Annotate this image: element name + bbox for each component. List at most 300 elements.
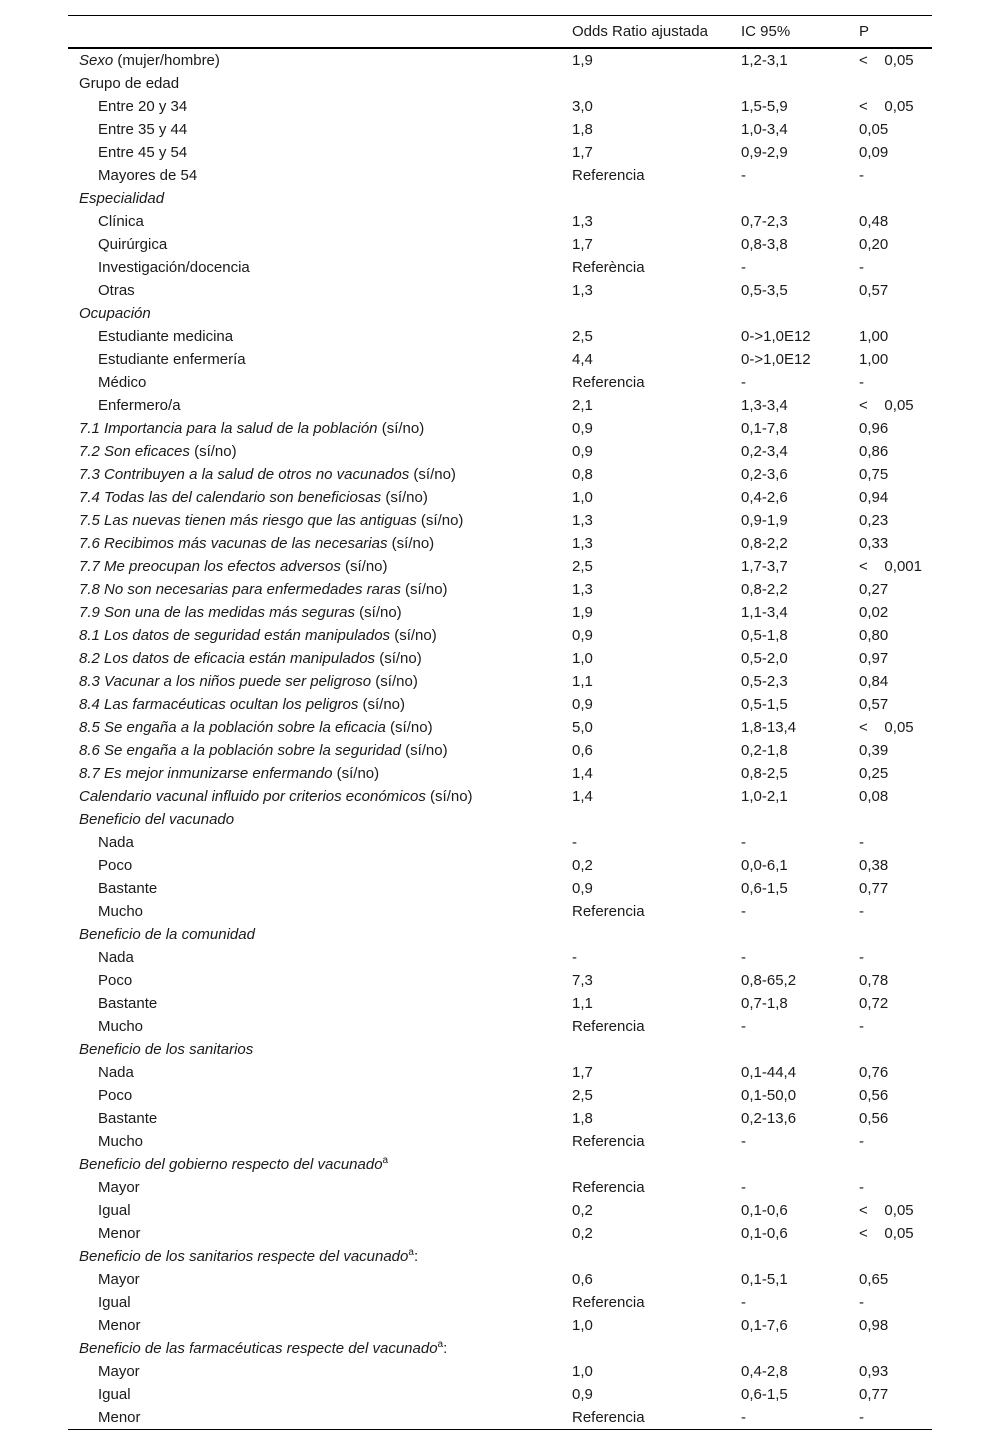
row-label [68,1360,572,1383]
label-text: (sí/no) [332,765,380,782]
p-value-cell: - [859,1294,864,1311]
label-text: Mayor [98,1271,140,1288]
table-row [68,1291,932,1314]
row-label [68,1314,572,1337]
odds-ratio-cell: 2,5 [572,558,593,575]
ci95-cell: - [741,1133,746,1150]
row-label [68,279,572,302]
odds-ratio-cell: - [572,834,577,851]
odds-ratio-cell: Referencia [572,1409,645,1426]
ci95-cell: - [741,374,746,391]
row-label [68,992,572,1015]
table-row [68,302,932,325]
row-label [68,624,572,647]
label-text: Menor [98,1317,141,1334]
table-row [68,1061,932,1084]
label-text: 7.2 Son eficaces [79,443,190,460]
row-label [68,1038,572,1061]
odds-ratio-cell: 1,3 [572,213,593,230]
row-label [68,1084,572,1107]
ci95-cell: 0,1-50,0 [741,1087,797,1104]
p-value-cell: < 0,05 [859,52,914,69]
p-value-cell: 0,97 [859,650,889,667]
table-row [68,118,932,141]
table-row [68,1360,932,1383]
label-text: 8.6 Se engaña a la población sobre la seguridad [79,742,401,759]
row-label [68,1337,572,1360]
row-label [68,1015,572,1038]
odds-ratio-cell: 0,6 [572,1271,593,1288]
row-label [68,302,572,325]
odds-ratio-cell: Referència [572,259,645,276]
label-text: Nada [98,834,134,851]
label-text: Quirúrgica [98,236,168,253]
table-row [68,440,932,463]
ci95-cell: 0,5-1,8 [741,627,788,644]
ci95-cell: 0,8-2,2 [741,581,788,598]
odds-ratio-cell [572,302,741,325]
p-value-cell: 0,96 [859,420,889,437]
table-row [68,187,932,210]
row-label [68,854,572,877]
table-row [68,1337,932,1360]
p-value-cell: - [859,834,864,851]
row-label [68,1406,572,1430]
label-text: Beneficio de los sanitarios respecte del vacunado [79,1248,409,1265]
row-label [68,463,572,486]
row-label [68,946,572,969]
odds-ratio-cell: Referencia [572,1018,645,1035]
table-row [68,716,932,739]
odds-ratio-cell: Referencia [572,1179,645,1196]
p-value-cell: 0,39 [859,742,889,759]
ci95-cell: 0,4-2,6 [741,489,788,506]
ci95-cell: 0,4-2,8 [741,1363,788,1380]
row-label [68,141,572,164]
p-value-cell [859,72,932,95]
label-text: Médico [98,374,147,391]
ci95-cell [741,1245,859,1268]
label-text: Beneficio de las farmacéuticas respecte del vacunado [79,1340,438,1357]
label-text: 8.3 Vacunar a los niños puede ser peligroso [79,673,372,690]
row-label [68,417,572,440]
ci95-cell: 0,8-2,2 [741,535,788,552]
label-text: 7.4 Todas las del calendario son beneficiosas [79,489,382,506]
p-value-cell: 1,00 [859,328,889,345]
row-label [68,716,572,739]
table-row [68,670,932,693]
ci95-cell: - [741,259,746,276]
odds-ratio-cell: 1,0 [572,489,593,506]
ci95-cell: 0,1-44,4 [741,1064,797,1081]
ci95-cell: 0,8-3,8 [741,236,788,253]
ci95-cell: 1,1-3,4 [741,604,788,621]
odds-ratio-cell: Referencia [572,1294,645,1311]
label-text: Grupo de edad [79,75,180,92]
label-text: Enfermero/a [98,397,181,414]
row-label [68,762,572,785]
table-row [68,831,932,854]
row-label [68,1222,572,1245]
table-row [68,854,932,877]
ci95-cell: - [741,1018,746,1035]
footnote-marker: a [408,1247,414,1258]
table-row [68,1314,932,1337]
table-row [68,808,932,831]
label-text: (sí/no) [400,581,448,598]
table-row [68,578,932,601]
p-value-cell: 0,93 [859,1363,889,1380]
table-row [68,946,932,969]
odds-ratio-cell: 1,4 [572,765,593,782]
odds-ratio-cell: 1,1 [572,995,593,1012]
odds-ratio-cell: 0,9 [572,696,593,713]
table-row [68,877,932,900]
ci95-cell: 0,6-1,5 [741,1386,788,1403]
odds-ratio-cell: 0,2 [572,1225,593,1242]
row-label [68,187,572,210]
ci95-cell: 0,1-7,6 [741,1317,788,1334]
odds-ratio-cell [572,1245,741,1268]
label-text: Clínica [98,213,144,230]
label-text: Nada [98,949,134,966]
ci95-cell: 0->1,0E12 [741,328,811,345]
results-table-container [68,15,932,1430]
table-body [68,48,932,1430]
row-label [68,739,572,762]
table-row [68,1268,932,1291]
p-value-cell: 0,84 [859,673,889,690]
label-text: 7.7 Me preocupan los efectos adversos [79,558,341,575]
row-label [68,118,572,141]
label-text: Mayor [98,1363,140,1380]
label-text: 8.5 Se engaña a la población sobre la eficacia [79,719,386,736]
odds-ratio-cell: 0,9 [572,627,593,644]
label-text: Calendario vacunal influido por criterios económicos [79,788,426,805]
table-row [68,233,932,256]
table-row [68,95,932,118]
ci95-cell: 1,3-3,4 [741,397,788,414]
odds-ratio-cell: - [572,949,577,966]
p-value-cell: 0,98 [859,1317,889,1334]
odds-ratio-cell: Referencia [572,903,645,920]
p-value-cell: 0,86 [859,443,889,460]
label-text: Poco [98,972,133,989]
row-label [68,509,572,532]
table-row [68,1153,932,1176]
p-value-cell: - [859,1409,864,1426]
header-variable [68,16,572,49]
odds-ratio-cell [572,1153,741,1176]
odds-ratio-cell: 2,5 [572,1087,593,1104]
odds-ratio-cell: 1,7 [572,1064,593,1081]
p-value-cell: 0,56 [859,1087,889,1104]
p-value-cell: 0,05 [859,121,889,138]
odds-ratio-cell: 4,4 [572,351,593,368]
table-row [68,1107,932,1130]
p-value-cell: - [859,1133,864,1150]
ci95-cell: 0,1-7,8 [741,420,788,437]
ci95-cell: 0,2-3,4 [741,443,788,460]
ci95-cell: - [741,834,746,851]
row-label [68,647,572,670]
table-row [68,923,932,946]
label-text: Beneficio de la comunidad [79,926,255,943]
odds-ratio-cell: 1,3 [572,282,593,299]
table-row [68,969,932,992]
ci95-cell: 0,2-1,8 [741,742,788,759]
row-label [68,486,572,509]
label-text: Beneficio de los sanitarios [79,1041,254,1058]
odds-ratio-cell: Referencia [572,167,645,184]
p-value-cell [859,923,932,946]
ci95-cell [741,1038,859,1061]
label-text: Entre 45 y 54 [98,144,188,161]
p-value-cell: 0,57 [859,696,889,713]
header-ci95: IC 95% [741,23,791,40]
table-row [68,325,932,348]
label-text: Poco [98,857,133,874]
label-text: (sí/no) [416,512,464,529]
row-label [68,1291,572,1314]
label-text: Otras [98,282,135,299]
odds-ratio-cell: 1,4 [572,788,593,805]
label-text: 7.8 No son necesarias para enfermedades raras [79,581,401,598]
p-value-cell [859,187,932,210]
label-text: 7.6 Recibimos más vacunas de las necesarias [79,535,388,552]
p-value-cell: 0,27 [859,581,889,598]
row-label [68,48,572,72]
ci95-cell: 0,6-1,5 [741,880,788,897]
row-label [68,578,572,601]
row-label [68,164,572,187]
p-value-cell: 0,08 [859,788,889,805]
p-value-cell: 0,78 [859,972,889,989]
ci95-cell: - [741,903,746,920]
ci95-cell: - [741,167,746,184]
table-row [68,279,932,302]
label-text: Bastante [98,880,158,897]
row-label [68,1153,572,1176]
label-text: 8.4 Las farmacéuticas ocultan los peligros [79,696,359,713]
label-text: 7.3 Contribuyen a la salud de otros no vacunados [79,466,410,483]
p-value-cell: - [859,167,864,184]
ci95-cell: 0,2-13,6 [741,1110,797,1127]
label-text: Ocupación [79,305,151,322]
row-label [68,808,572,831]
odds-ratio-cell: 1,9 [572,52,593,69]
table-row [68,555,932,578]
label-text: 8.7 Es mejor inmunizarse enfermando [79,765,333,782]
odds-ratio-cell [572,72,741,95]
p-value-cell: 0,56 [859,1110,889,1127]
odds-ratio-cell: 2,1 [572,397,593,414]
ci95-cell: 1,0-2,1 [741,788,788,805]
header-p-value: P [859,23,870,40]
table-row [68,601,932,624]
label-text: (sí/no) [375,650,422,667]
ci95-cell: 0,7-1,8 [741,995,788,1012]
p-value-cell: - [859,903,864,920]
table-row [68,256,932,279]
table-row [68,1199,932,1222]
table-row [68,210,932,233]
row-label [68,256,572,279]
table-row [68,1084,932,1107]
p-value-cell: 0,09 [859,144,889,161]
ci95-cell [741,72,859,95]
label-text: Bastante [98,995,158,1012]
label-text: Poco [98,1087,133,1104]
ci95-cell: 0,8-65,2 [741,972,797,989]
label-text: Estudiante enfermería [98,351,246,368]
row-label [68,785,572,808]
row-label [68,1245,572,1268]
label-text: 8.2 Los datos de eficacia están manipulados [79,650,376,667]
odds-ratio-cell: 0,9 [572,420,593,437]
label-text: (sí/no) [381,489,428,506]
ci95-cell [741,923,859,946]
ci95-cell: - [741,1179,746,1196]
table-row [68,647,932,670]
p-value-cell [859,1153,932,1176]
row-label [68,1199,572,1222]
table-row [68,992,932,1015]
p-value-cell: < 0,05 [859,397,914,414]
p-value-cell: 0,23 [859,512,889,529]
table-row [68,762,932,785]
odds-ratio-cell: 1,7 [572,236,593,253]
label-text: (sí/no) [377,420,425,437]
table-row [68,394,932,417]
row-label [68,233,572,256]
header-odds-ratio: Odds Ratio ajustada [572,23,708,40]
row-label [68,900,572,923]
p-value-cell: - [859,374,864,391]
label-text: Menor [98,1225,141,1242]
ci95-cell [741,302,859,325]
table-row [68,486,932,509]
footnote-marker: a [437,1339,444,1350]
table-row [68,1176,932,1199]
label-text: (sí/no) [387,535,435,552]
odds-ratio-cell: 0,6 [572,742,593,759]
p-value-cell: < 0,001 [859,558,922,575]
row-label [68,371,572,394]
label-text: (mujer/hombre) [113,52,220,69]
table-row [68,624,932,647]
label-text: (sí/no) [385,719,433,736]
ci95-cell: 0,0-6,1 [741,857,788,874]
table-row [68,532,932,555]
odds-ratio-cell: 0,9 [572,1386,593,1403]
row-label [68,969,572,992]
p-value-cell: - [859,1179,864,1196]
p-value-cell [859,1038,932,1061]
label-text: Especialidad [79,190,165,207]
label-text: Mayores de 54 [98,167,198,184]
odds-ratio-cell: 0,8 [572,466,593,483]
p-value-cell: - [859,1018,864,1035]
label-text: 7.5 Las nuevas tienen más riesgo que las antiguas [79,512,417,529]
p-value-cell: 0,38 [859,857,889,874]
row-label [68,923,572,946]
label-text: (sí/no) [400,742,448,759]
ci95-cell: 0,2-3,6 [741,466,788,483]
odds-ratio-cell [572,187,741,210]
footnote-marker: a [382,1155,389,1166]
row-label [68,1383,572,1406]
table-row [68,1406,932,1430]
label-text: (sí/no) [390,627,437,644]
p-value-cell: 0,94 [859,489,889,506]
label-text: 8.1 Los datos de seguridad están manipulados [79,627,391,644]
odds-ratio-cell: 1,1 [572,673,593,690]
label-text: 7.9 Son una de las medidas más seguras [79,604,355,621]
row-label [68,325,572,348]
row-label [68,877,572,900]
p-value-cell: 0,25 [859,765,889,782]
p-value-cell: 0,80 [859,627,889,644]
odds-ratio-cell: 5,0 [572,719,593,736]
row-label [68,1107,572,1130]
p-value-cell: - [859,259,864,276]
label-text: (sí/no) [371,673,418,690]
row-label [68,1061,572,1084]
row-label [68,532,572,555]
table-row [68,693,932,716]
ci95-cell: 1,7-3,7 [741,558,788,575]
label-text: Sexo [79,52,114,69]
p-value-cell: 0,65 [859,1271,889,1288]
table-row [68,1222,932,1245]
table-row [68,141,932,164]
odds-ratio-cell: 1,0 [572,1317,593,1334]
odds-ratio-cell: 1,7 [572,144,593,161]
ci95-cell: 1,8-13,4 [741,719,797,736]
ci95-cell [741,808,859,831]
row-label [68,555,572,578]
ci95-cell: 0,5-2,3 [741,673,788,690]
label-text: Igual [98,1386,131,1403]
table-row [68,48,932,72]
odds-ratio-cell: Referencia [572,374,645,391]
p-value-cell: < 0,05 [859,719,914,736]
ci95-cell: 1,2-3,1 [741,52,788,69]
ci95-cell: 0,5-2,0 [741,650,788,667]
label-text: Mucho [98,1018,144,1035]
p-value-cell [859,1245,932,1268]
odds-ratio-cell: 0,9 [572,880,593,897]
label-text: Mucho [98,903,144,920]
odds-ratio-cell: 1,3 [572,581,593,598]
table-row [68,509,932,532]
odds-ratio-cell [572,1038,741,1061]
label-text: Beneficio del gobierno respecto del vacunado [79,1156,383,1173]
ci95-cell: - [741,1294,746,1311]
table-row [68,739,932,762]
odds-ratio-cell: 1,9 [572,604,593,621]
odds-ratio-cell: 3,0 [572,98,593,115]
ci95-cell: 0,9-1,9 [741,512,788,529]
row-label [68,348,572,371]
label-text: (sí/no) [340,558,388,575]
ci95-cell: 0->1,0E12 [741,351,811,368]
p-value-cell: 0,20 [859,236,889,253]
p-value-cell: - [859,949,864,966]
label-text: Entre 35 y 44 [98,121,188,138]
table-row [68,1015,932,1038]
